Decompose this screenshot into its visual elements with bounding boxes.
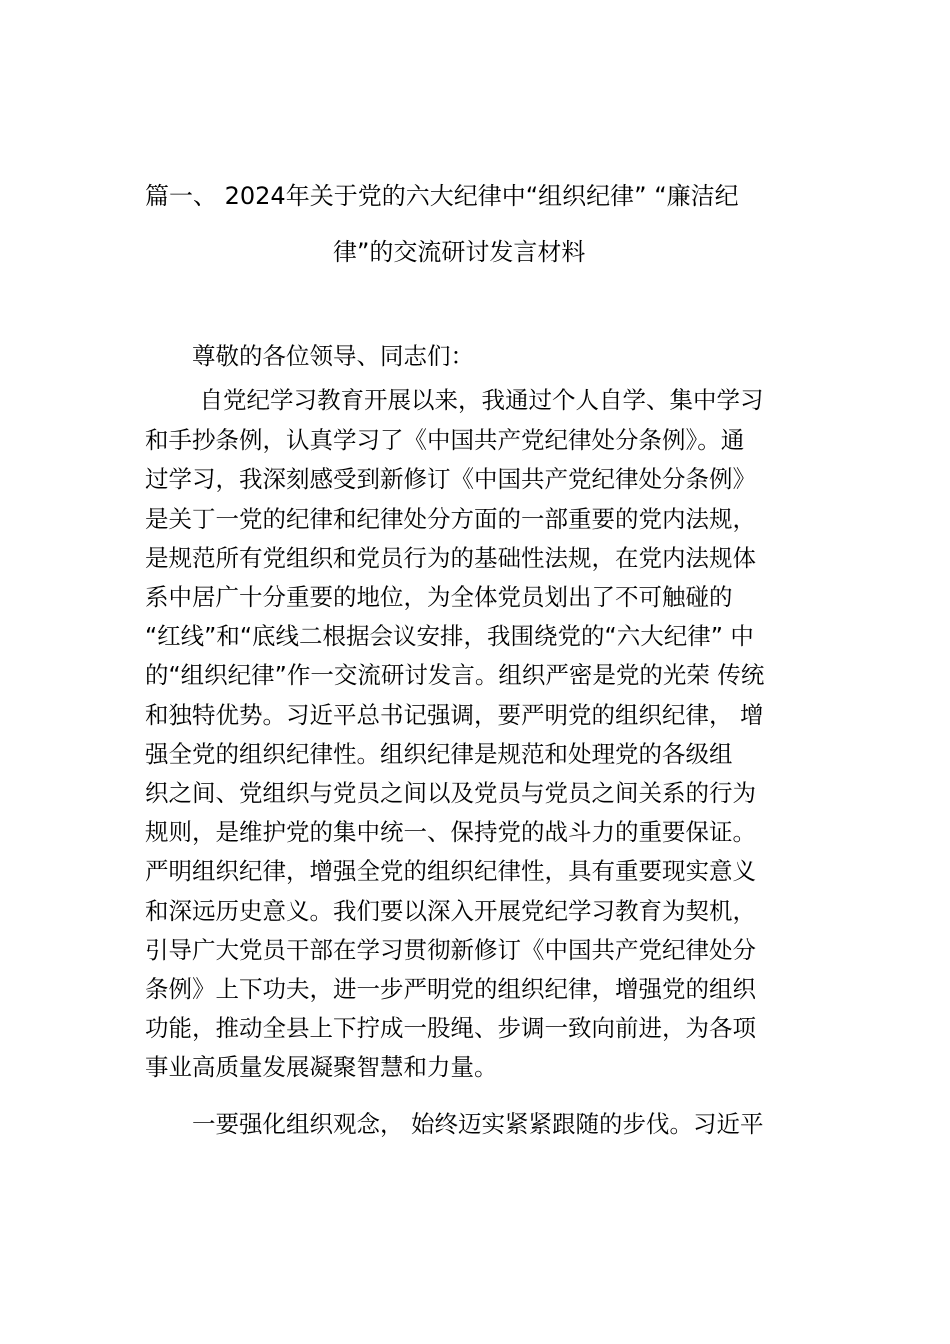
paragraph-line: 严明组织纪律，增强全党的组织纪律性，具有重要现实意义 [145, 857, 756, 885]
salutation: 尊敬的各位领导、同志们： [145, 342, 474, 370]
document-title-line-1: 篇一、 2024年关于党的六大纪律中“组织纪律” “廉洁纪 [145, 182, 739, 210]
paragraph-line: 是关丁一党的纪律和纪律处分方面的一部重要的党内法规， [145, 505, 756, 533]
paragraph-line: 一要强化组织观念， 始终迈实紧紧跟随的步伐。习近平 [145, 1110, 764, 1138]
paragraph-line: 和手抄条例，认真学习了《中国共产党纪律处分条例》。通 [145, 426, 745, 454]
paragraph-line: 条例》上下功夫，进一步严明党的组织纪律，增强党的组织 [145, 975, 756, 1003]
document-title-line-2: 律”的交流研讨发言材料 [333, 238, 586, 266]
paragraph-line: 和独特优势。习近平总书记强调，要严明党的组织纪律， 增 [145, 701, 764, 729]
paragraph-line: 事业高质量发展凝聚智慧和力量。 [145, 1053, 498, 1081]
paragraph-line: 自党纪学习教育开展以来，我通过个人自学、集中学习 [145, 386, 764, 414]
paragraph-line: 和深远历史意义。我们要以深入开展党纪学习教育为契机， [145, 897, 756, 925]
paragraph-line: 规则，是维护党的集中统一、保持党的战斗力的重要保证。 [145, 818, 756, 846]
paragraph-line: 功能，推动全县上下拧成一股绳、步调一致向前进，为各项 [145, 1014, 756, 1042]
paragraph-line: 引导广大党员干部在学习贯彻新修订《中国共产党纪律处分 [145, 936, 756, 964]
paragraph-line: 系中居广十分重要的地位，为全体党员划出了不可触碰的 [145, 583, 733, 611]
paragraph-line: 织之间、党组织与党员之间以及党员与党员之间关系的行为 [145, 779, 756, 807]
paragraph-line: 强全党的组织纪律性。组织纪律是规范和处理党的各级组 [145, 740, 733, 768]
paragraph-line: 是规范所有党组织和党员行为的基础性法规，在党内法规体 [145, 544, 756, 572]
paragraph-line: 过学习，我深刻感受到新修订《中国共产党纪律处分条例》 [145, 465, 756, 493]
paragraph-line: 的“组织纪律”作一交流研讨发言。组织严密是党的光荣 传统 [145, 661, 765, 689]
paragraph-line: “红线”和“底线二根据会议安排，我围绕党的“六大纪律” 中 [145, 622, 754, 650]
